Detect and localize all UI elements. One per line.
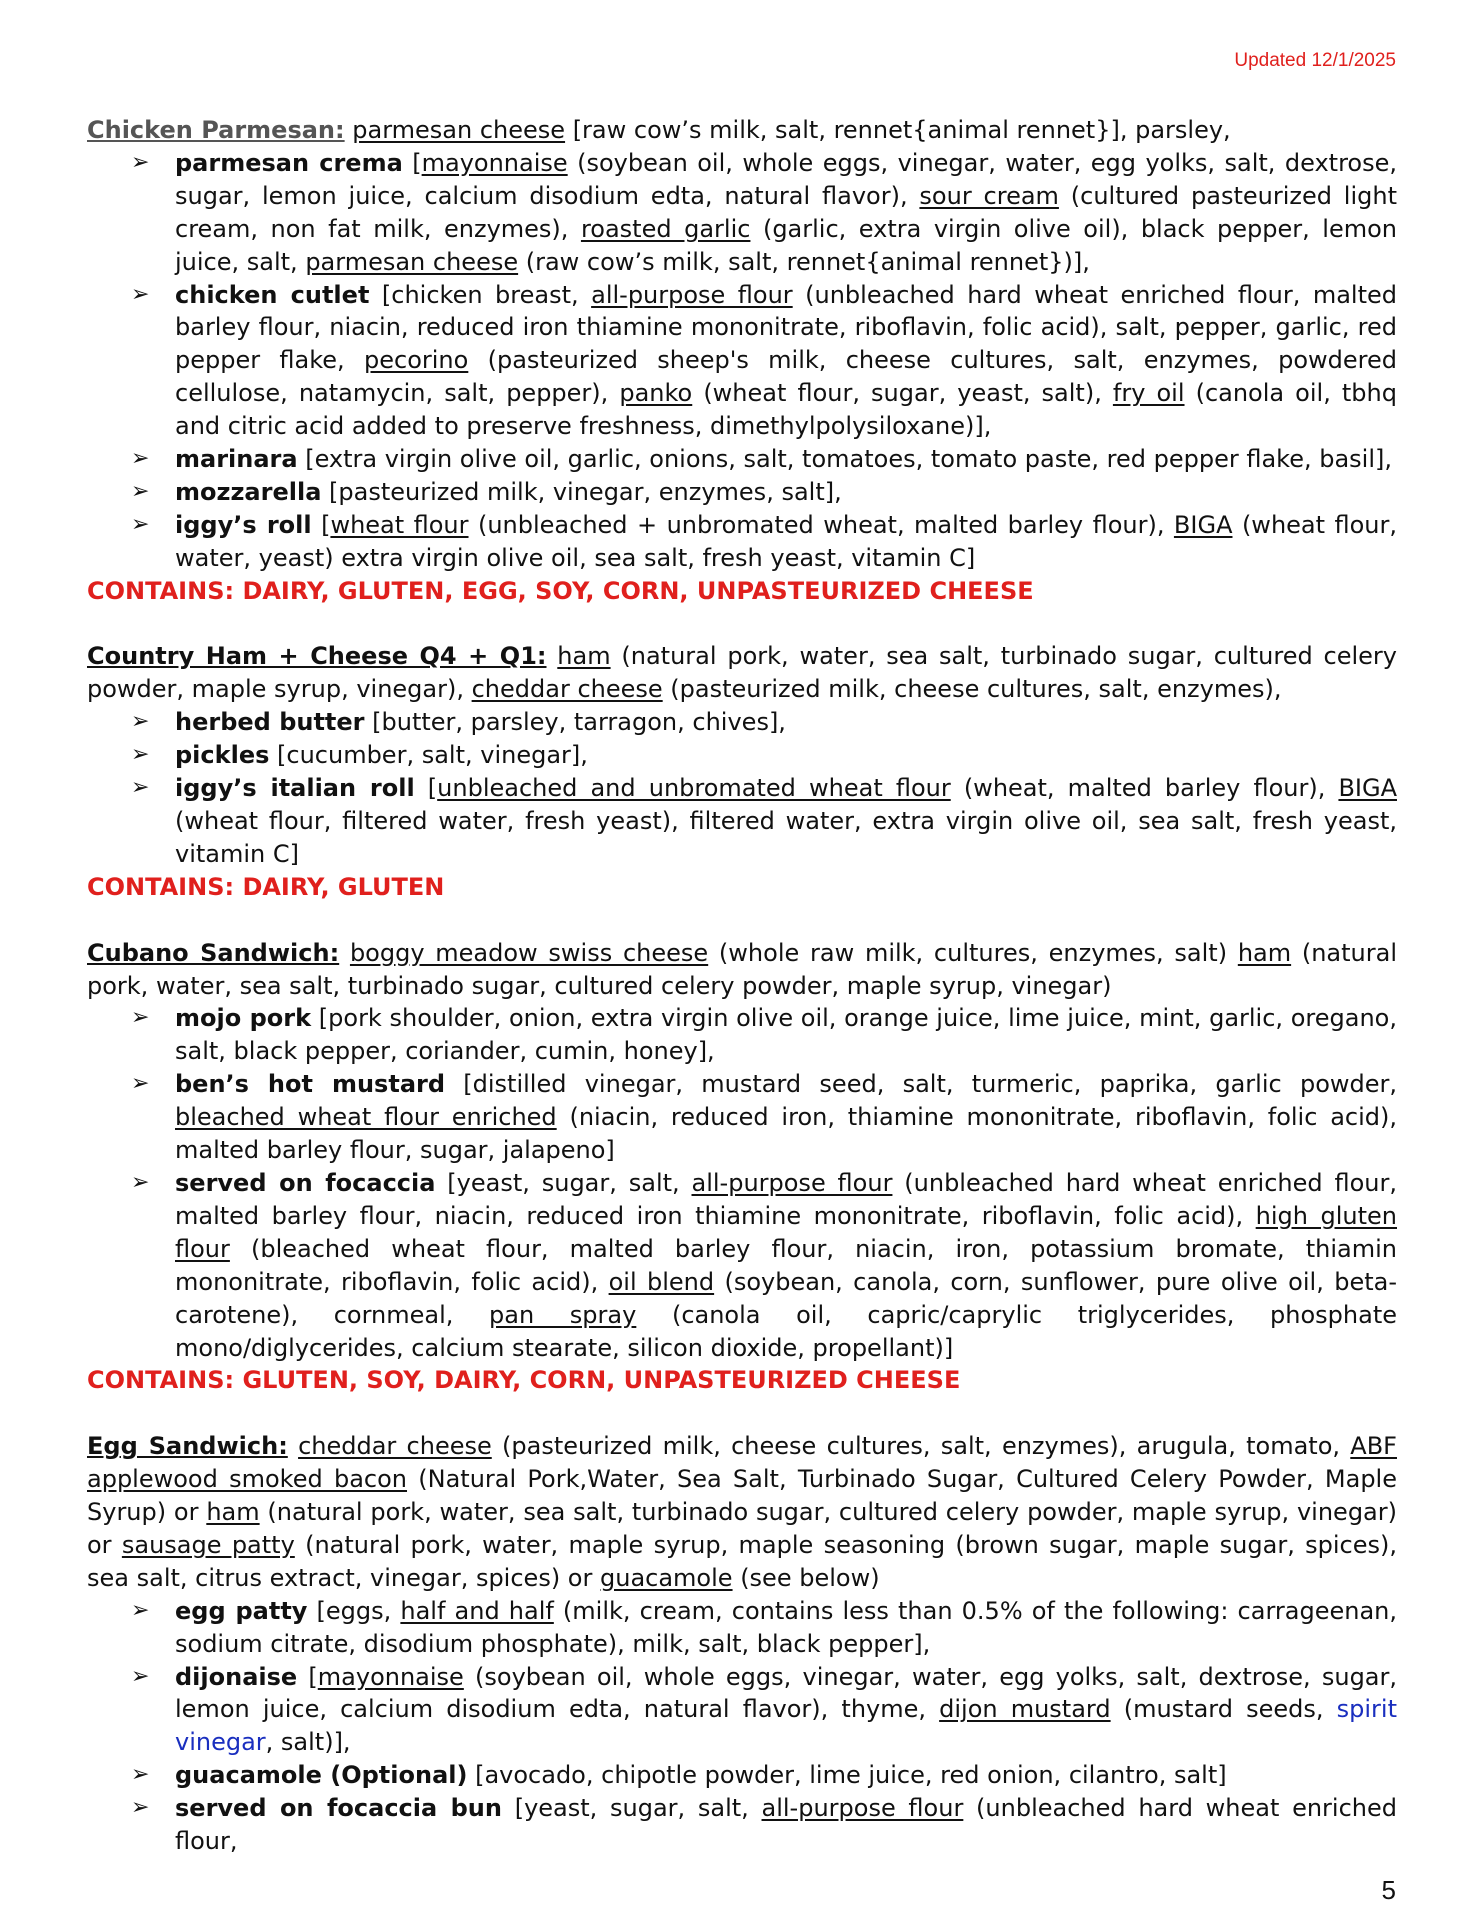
component-item (87, 443, 1397, 476)
component-name: pickles (175, 741, 270, 770)
ingredient-link: wheat flour (330, 510, 469, 539)
ingredient-link: cheddar cheese (471, 675, 663, 704)
page-number: 5 (1381, 1875, 1396, 1905)
ingredient-link: pecorino (364, 346, 469, 375)
ingredient-text: (soybean oil, whole eggs, vinegar, water, egg yolks, salt, dextrose, sugar, lemon juice, calcium disodium edta, natural flavor), (175, 148, 1398, 210)
ingredient-text: (unbleached hard wheat enriched flour, (175, 1794, 1398, 1856)
section-intro (87, 114, 1397, 147)
component-item (87, 147, 1397, 279)
ingredient-text: (whole raw milk, cultures, enzymes, salt) (708, 938, 1238, 967)
ingredient-text: (raw cow’s milk, salt, rennet{animal rennet})], (518, 247, 1090, 276)
ingredient-text: [ (414, 774, 438, 803)
component-item (87, 1595, 1397, 1661)
section-chicken-parmesan (87, 114, 1397, 608)
component-list (87, 1595, 1397, 1858)
ingredient-link: BIGA (1338, 774, 1397, 803)
component-item (87, 476, 1397, 509)
ingredient-text: (wheat flour, filtered water, fresh yeast), filtered water, extra virgin olive oil, sea salt, fresh yeast, vitamin C] (175, 807, 1397, 868)
ingredient-text: (see below) (732, 1563, 880, 1592)
ingredient-text: (garlic, extra virgin olive oil), black pepper, lemon juice, salt, (175, 214, 1397, 276)
ingredient-text: (pasteurized milk, cheese cultures, salt, enzymes), arugula, tomato, (491, 1432, 1351, 1461)
ingredient-text: (canola oil, tbhq and citric acid added to preserve freshness, dimethylpolysiloxane)], (175, 379, 1397, 441)
ingredient-link: all-purpose flour (761, 1794, 964, 1823)
ingredient-link: bleached wheat flour enriched (175, 1103, 557, 1132)
section-egg-sandwich (87, 1430, 1397, 1858)
ingredient-link: boggy meadow swiss cheese (349, 938, 709, 967)
arrow-bullet-icon: ➢ (131, 511, 150, 537)
component-item (87, 509, 1397, 575)
ingredient-text: (natural pork, water, sea salt, turbinado sugar, cultured celery powder, maple syrup, vinegar), (87, 642, 1397, 704)
ingredient-link: ham (206, 1498, 260, 1527)
arrow-bullet-icon: ➢ (131, 446, 150, 472)
section-title: Chicken Parmesan: (87, 116, 345, 144)
ingredient-text: [ (311, 510, 331, 539)
arrow-bullet-icon: ➢ (131, 149, 150, 175)
ingredient-text: [yeast, sugar, salt, (435, 1168, 692, 1197)
ingredient-text: [distilled vinegar, mustard seed, salt, turmeric, paprika, garlic powder, (445, 1070, 1398, 1099)
component-item (87, 1661, 1397, 1760)
ingredient-text: , salt)], (265, 1728, 351, 1757)
ingredient-link: sausage patty (121, 1530, 295, 1559)
ingredient-text: [eggs, (307, 1596, 401, 1625)
ingredient-link: dijon mustard (939, 1695, 1111, 1724)
ingredient-link: all-purpose flour (691, 1168, 893, 1197)
ingredient-text: (niacin, reduced iron, thiamine mononitrate, riboflavin, folic acid), malted barley flour, sugar, jalapeno] (175, 1103, 1397, 1165)
ingredient-text: (wheat, malted barley flour), (950, 774, 1339, 803)
section-title: Egg Sandwich: (87, 1432, 288, 1461)
ingredient-link: all-purpose flour (591, 280, 793, 309)
component-name: dijonaise (175, 1662, 298, 1691)
allergen-warning: CONTAINS: DAIRY, GLUTEN, EGG, SOY, CORN, UNPASTEURIZED CHEESE (87, 576, 1034, 605)
ingredient-link: sour cream (919, 181, 1059, 210)
ingredient-link: half and half (400, 1596, 554, 1625)
allergen-warning: CONTAINS: GLUTEN, SOY, DAIRY, CORN, UNPASTEURIZED CHEESE (87, 1366, 961, 1395)
ingredient-link: fry oil (1112, 379, 1185, 408)
component-list (87, 706, 1397, 871)
component-name: iggy’s roll (175, 510, 312, 539)
section-intro (87, 640, 1397, 706)
ingredient-link: mayonnaise (317, 1662, 464, 1691)
ingredient-link: guacamole (600, 1563, 733, 1592)
allergen-warning: CONTAINS: DAIRY, GLUTEN (87, 872, 445, 901)
component-item (87, 772, 1397, 871)
component-name: chicken cutlet (175, 280, 370, 309)
ingredient-text: (canola oil, capric/caprylic triglycerides, phosphate mono/diglycerides, calcium stearate, silicon dioxide, propellant)] (175, 1300, 1397, 1362)
component-item (87, 1759, 1397, 1792)
ingredient-text: (wheat flour, water, yeast) extra virgin olive oil, sea salt, fresh yeast, vitamin C] (175, 510, 1398, 572)
arrow-bullet-icon: ➢ (131, 709, 150, 735)
component-item (87, 1792, 1397, 1858)
ingredient-link: panko (619, 379, 693, 408)
component-name: mozzarella (175, 477, 322, 506)
updated-date: Updated 12/1/2025 (1234, 50, 1396, 71)
ingredient-link: parmesan cheese (352, 116, 566, 144)
component-name: parmesan crema (175, 148, 403, 177)
ingredient-text: (wheat flour, sugar, yeast, salt), (692, 379, 1113, 408)
component-name: ben’s hot mustard (175, 1070, 446, 1099)
ingredient-text: (unbleached hard wheat enriched flour, malted barley flour, niacin, reduced iron thiamine mononitrate, riboflavin, folic acid), (175, 1168, 1397, 1230)
ingredient-link: mayonnaise (421, 148, 568, 177)
arrow-bullet-icon: ➢ (131, 478, 150, 504)
component-item (87, 279, 1397, 444)
component-name: herbed butter (175, 708, 365, 737)
arrow-bullet-icon: ➢ (131, 775, 150, 801)
ingredient-link: ham (1237, 938, 1292, 967)
ingredient-link: unbleached and unbromated wheat flour (437, 774, 951, 803)
ingredient-text: (soybean, canola, corn, sunflower, pure olive oil, beta-carotene), cornmeal, (175, 1267, 1397, 1329)
ingredient-link: ABF applewood smoked bacon (87, 1432, 1397, 1494)
ingredient-text: [avocado, chipotle powder, lime juice, red onion, cilantro, salt] (467, 1761, 1227, 1790)
arrow-bullet-icon: ➢ (131, 1071, 150, 1097)
arrow-bullet-icon: ➢ (131, 742, 150, 768)
arrow-bullet-icon: ➢ (131, 1597, 150, 1623)
ingredient-link: parmesan cheese (305, 247, 519, 276)
ingredient-text: (pasteurized milk, cheese cultures, salt, enzymes), (662, 675, 1282, 704)
ingredient-link: high gluten flour (175, 1201, 1397, 1263)
ingredient-text: (natural pork, water, sea salt, turbinado sugar, cultured celery powder, maple syrup, vinegar) (87, 938, 1397, 1000)
ingredient-text: [extra virgin olive oil, garlic, onions, salt, tomatoes, tomato paste, red pepper flake, basil], (297, 445, 1392, 474)
ingredient-text: (soybean oil, whole eggs, vinegar, water, egg yolks, salt, dextrose, sugar, lemon juice, calcium disodium edta, natural flavor), thyme, (175, 1662, 1398, 1724)
arrow-bullet-icon: ➢ (131, 1005, 150, 1031)
ingredient-text: [raw cow’s milk, salt, rennet{animal rennet}], parsley, (565, 116, 1231, 144)
section-country-ham (87, 640, 1397, 903)
ingredient-link: oil blend (608, 1267, 715, 1296)
ingredient-text: (milk, cream, contains less than 0.5% of the following: carrageenan, sodium citrate, disodium phosphate), milk, salt, black pepper], (175, 1596, 1397, 1658)
component-name: iggy’s italian roll (175, 774, 415, 803)
component-item (87, 739, 1397, 772)
ingredient-text: (unbleached + unbromated wheat, malted barley flour), (468, 510, 1174, 539)
ingredient-link: cheddar cheese (298, 1432, 492, 1461)
component-name: marinara (175, 445, 298, 474)
arrow-bullet-icon: ➢ (131, 1795, 150, 1821)
section-intro (87, 937, 1397, 1003)
ingredient-link: BIGA (1173, 510, 1233, 539)
component-name: guacamole (Optional) (175, 1761, 468, 1790)
ingredient-text: (natural pork, water, maple syrup, maple seasoning (brown sugar, maple sugar, spices), sea salt, citrus extract, vinegar, spices) or (87, 1530, 1398, 1592)
arrow-bullet-icon: ➢ (131, 1169, 150, 1195)
component-item (87, 1068, 1397, 1167)
ingredient-text: [chicken breast, (369, 280, 592, 309)
arrow-bullet-icon: ➢ (131, 281, 150, 307)
section-title: Cubano Sandwich: (87, 938, 340, 967)
ingredient-text: (mustard seeds, (1110, 1695, 1337, 1724)
component-name: mojo pork (175, 1004, 312, 1033)
component-name: egg patty (175, 1596, 308, 1625)
ingredient-text: (pasteurized sheep's milk, cheese cultures, salt, enzymes, powdered cellulose, natamycin, salt, pepper), (175, 346, 1397, 408)
ingredient-text: [pasteurized milk, vinegar, enzymes, salt], (321, 477, 842, 506)
ingredient-text: [ (402, 148, 422, 177)
ingredient-text: [yeast, sugar, salt, (501, 1794, 762, 1823)
component-list (87, 147, 1397, 575)
ingredient-text (288, 1432, 298, 1460)
ingredient-text: [pork shoulder, onion, extra virgin olive oil, orange juice, lime juice, mint, garlic, oregano, salt, black pepper, coriander, cumin, honey], (175, 1004, 1397, 1066)
ingredient-text: [butter, parsley, tarragon, chives], (364, 708, 786, 737)
ingredient-text: (bleached wheat flour, malted barley flour, niacin, iron, potassium bromate, thiamin mononitrate, riboflavin, folic acid), (175, 1234, 1397, 1296)
ingredient-text: (natural pork, water, sea salt, turbinado sugar, cultured celery powder, maple syrup, vinegar) or (87, 1498, 1397, 1559)
component-list (87, 1002, 1397, 1364)
ingredient-link: roasted garlic (580, 214, 751, 243)
arrow-bullet-icon: ➢ (131, 1663, 150, 1689)
ingredient-text: [cucumber, salt, vinegar], (269, 741, 588, 770)
component-item (87, 1167, 1397, 1364)
document-body (87, 114, 1397, 1891)
component-item (87, 706, 1397, 739)
ingredient-text: (unbleached hard wheat enriched flour, malted barley flour, niacin, reduced iron thiamine mononitrate, riboflavin, folic acid), salt, pepper, garlic, red pepper flake, (175, 280, 1398, 375)
arrow-bullet-icon: ➢ (131, 1762, 150, 1788)
component-item (87, 1002, 1397, 1068)
section-title: Country Ham + Cheese Q4 + Q1: (87, 642, 547, 671)
ingredient-text: [ (297, 1662, 318, 1691)
section-intro (87, 1430, 1397, 1595)
ingredient-text (339, 939, 350, 967)
ingredient-text (547, 642, 558, 670)
ingredient-link: pan spray (489, 1300, 637, 1329)
ingredient-text: (Natural Pork,Water, Sea Salt, Turbinado Sugar, Cultured Celery Powder, Maple Syrup) or (87, 1465, 1397, 1527)
section-cubano (87, 937, 1397, 1398)
ingredient-link: ham (557, 642, 611, 671)
component-name: served on focaccia bun (175, 1794, 502, 1823)
component-name: served on focaccia (175, 1168, 436, 1197)
ingredient-text: (cultured pasteurized light cream, non fat milk, enzymes), (175, 181, 1397, 243)
highlighted-ingredient: spirit vinegar (175, 1695, 1397, 1757)
